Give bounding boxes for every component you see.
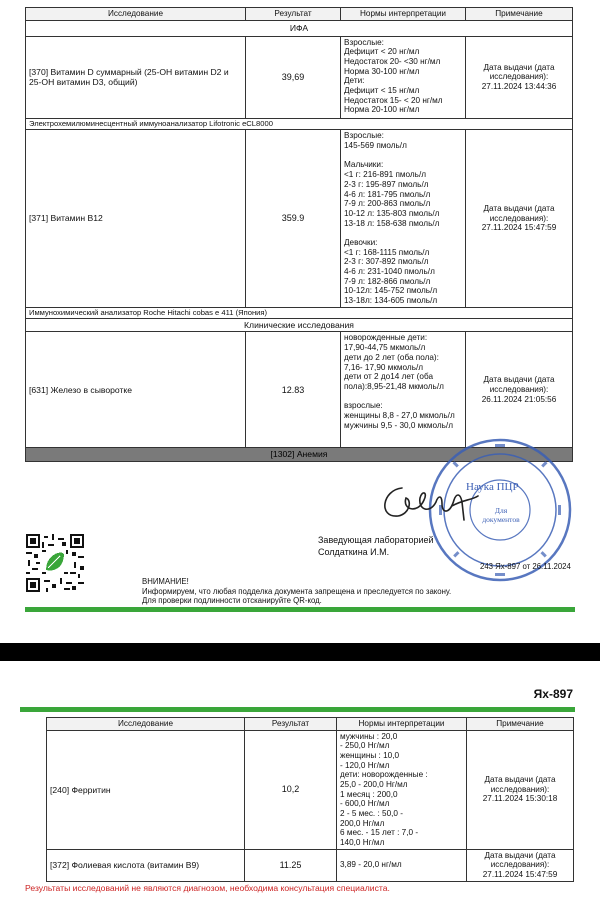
column-header-note: Примечание <box>466 8 573 21</box>
equipment-label: Иммунохимический анализатор Roche Hitachi cobas e 411 (Япония) <box>26 307 573 319</box>
section-row <box>26 20 573 36</box>
section-row <box>26 118 573 130</box>
results-table-1 <box>25 7 573 462</box>
document-code: Ях-897 <box>533 687 573 701</box>
test-norms: Взрослые: 145-569 пмоль/л Мальчики: <1 г: 216-891 пмоль/л 2-3 г: 195-897 пмоль/л 4-6 л: 181-795 пмоль/л 7-9 л: 200-863 пмоль/л 10-12 л: 135-803 пмоль/л 13-18 л: 158-638 пмоль/л Девочки: <1 г: 168-1115 пмоль/л 2-3 г: 307-892 пмоль/л 4-6 л: 231-1040 пмоль/л 7-9 л: 182-866 пмоль/л 10-12л: 145-752 пмоль/л 13-18л: 134-605 пмоль/л <box>341 130 466 307</box>
column-header-result: Результат <box>245 718 337 731</box>
section-title-anemia: [1302] Анемия <box>26 448 573 461</box>
table-row <box>47 849 574 881</box>
column-header-norms: Нормы интерпретации <box>341 8 466 21</box>
head-name: Солдаткина И.М. <box>318 546 390 557</box>
test-name: [371] Витамин В12 <box>26 130 246 307</box>
test-note: Дата выдачи (дата исследования): 27.11.2024 15:47:59 <box>466 130 573 307</box>
results-table-2 <box>46 717 574 882</box>
test-norms: Взрослые: Дефицит < 20 нг/мл Недостаток 20- <30 нг/мл Норма 30-100 нг/мл Дети: Дефицит < 15 нг/мл Недостаток 15- < 20 нг/мл Норма 20-100 нг/мл <box>341 36 466 118</box>
test-note: Дата выдачи (дата исследования): 26.11.2024 21:05:56 <box>466 332 573 448</box>
test-norms: 3,89 - 20,0 нг/мл <box>337 849 467 881</box>
column-header-result: Результат <box>246 8 341 21</box>
test-norms: мужчины : 20,0 - 250,0 Нг/мл женщины : 10,0 - 120,0 Нг/мл дети: новорожденные : 25,0 - 200,0 Нг/мл 1 месяц : 200,0 - 600,0 Нг/мл 2 - 5 мес. : 50,0 - 200,0 Нг/мл 6 мес. - 15 лет : 7,0 - 140,0 Нг/мл <box>337 730 467 849</box>
stamp-center-text: Наука ПЦР <box>466 481 519 493</box>
test-note: Дата выдачи (дата исследования): 27.11.2024 15:47:59 <box>467 849 574 881</box>
test-result: 11.25 <box>245 849 337 881</box>
warning-block <box>142 577 451 606</box>
table-row <box>26 130 573 307</box>
test-result: 39,69 <box>246 36 341 118</box>
test-name: [372] Фолиевая кислота (витамин В9) <box>47 849 245 881</box>
head-title: Заведующая лабораторией <box>318 535 434 545</box>
head-of-laboratory <box>318 535 434 558</box>
column-header-test: Исследование <box>47 718 245 731</box>
disclaimer: Результаты исследований не являются диагнозом, необходима консультация специалиста. <box>25 883 390 893</box>
test-note: Дата выдачи (дата исследования): 27.11.2024 13:44:36 <box>466 36 573 118</box>
test-name: [631] Железо в сыворотке <box>26 332 246 448</box>
table-row <box>47 730 574 849</box>
section-row <box>26 307 573 319</box>
warning-line: Для проверки подлинности отсканируйте QR-код. <box>142 596 322 606</box>
signature <box>372 470 482 530</box>
test-result: 10,2 <box>245 730 337 849</box>
document-number: 243 Ях-897 от 26.11.2024 <box>480 562 571 571</box>
qr-code[interactable] <box>26 534 84 592</box>
column-header-note: Примечание <box>467 718 574 731</box>
table-header <box>47 718 574 731</box>
test-note: Дата выдачи (дата исследования): 27.11.2024 15:30:18 <box>467 730 574 849</box>
page-gap <box>0 643 600 661</box>
test-result: 359.9 <box>246 130 341 307</box>
test-norms: новорожденные дети: 17,90-44,75 мкмоль/л дети до 2 лет (оба пола): 7,16- 17,90 мкмоль/л дети от 2 до14 лет (оба пола):8,95-21,48 мкмоль/л взрослые: женщины 8,8 - 27,0 мкмоль/л мужчины 9,5 - 30,0 мкмоль/л <box>341 332 466 448</box>
section-title: Клинические исследования <box>26 319 573 332</box>
section-title: ИФА <box>26 20 573 36</box>
table-header <box>26 8 573 21</box>
stamp-sub-text: Для документов <box>482 506 520 524</box>
column-header-norms: Нормы интерпретации <box>337 718 467 731</box>
warning-title: ВНИМАНИЕ! <box>142 577 189 586</box>
table-row <box>26 36 573 118</box>
test-name: [370] Витамин D суммарный (25-OH витамин D2 и 25-OH витамин D3, общий) <box>26 36 246 118</box>
test-name: [240] Ферритин <box>47 730 245 849</box>
header-divider <box>20 707 575 712</box>
equipment-label: Электрохемилюминесцентный иммуноанализатор Lifotronic eCL8000 <box>26 118 573 130</box>
footer-divider <box>25 607 575 612</box>
table-row <box>26 332 573 448</box>
section-row <box>26 319 573 332</box>
column-header-test: Исследование <box>26 8 246 21</box>
warning-line: Информируем, что любая подделка документа запрещена и преследуется по закону. <box>142 586 452 596</box>
test-result: 12.83 <box>246 332 341 448</box>
